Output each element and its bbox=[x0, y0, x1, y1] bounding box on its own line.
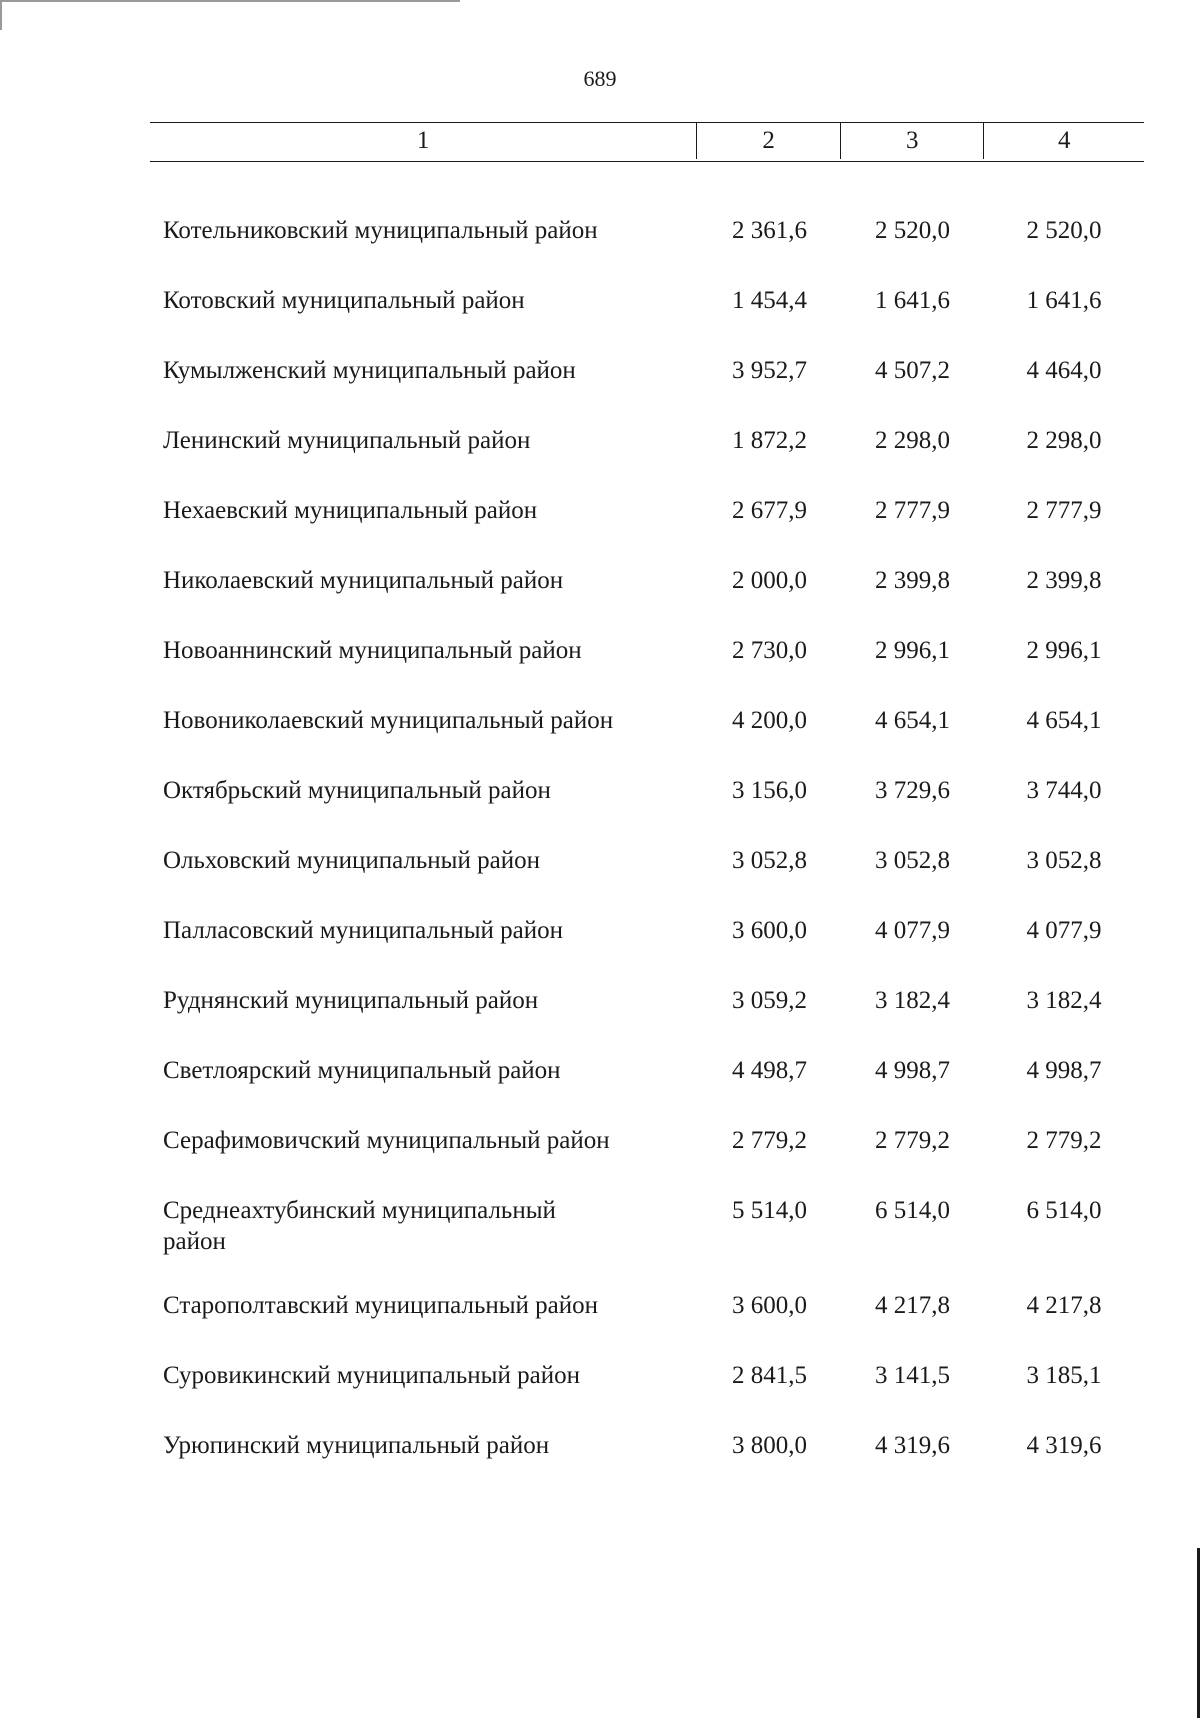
district-name: Среднеахтубинский муниципальный район bbox=[163, 1197, 556, 1255]
table-row bbox=[150, 635, 1144, 666]
district-name: Кумылженский муниципальный район bbox=[163, 357, 576, 384]
value-col-3: 4 217,8 bbox=[875, 1292, 950, 1319]
value-col-2: 4 498,7 bbox=[732, 1057, 807, 1084]
district-name: Новониколаевский муниципальный район bbox=[163, 707, 614, 734]
district-name: Ленинский муниципальный район bbox=[163, 427, 531, 454]
district-name: Новоаннинский муниципальный район bbox=[163, 637, 582, 664]
value-col-2: 3 600,0 bbox=[732, 917, 807, 944]
district-name: Котовский муниципальный район bbox=[163, 287, 525, 314]
table-row bbox=[150, 1430, 1144, 1461]
district-name: Палласовский муниципальный район bbox=[163, 917, 563, 944]
value-col-4: 3 185,1 bbox=[1026, 1362, 1102, 1389]
value-col-3: 2 777,9 bbox=[875, 497, 950, 524]
value-col-2: 3 059,2 bbox=[732, 987, 807, 1014]
table-row bbox=[150, 845, 1144, 876]
value-col-3: 4 507,2 bbox=[875, 357, 950, 384]
value-col-4: 2 779,2 bbox=[1026, 1127, 1102, 1154]
value-col-4: 2 777,9 bbox=[1026, 497, 1102, 524]
district-name: Октябрьский муниципальный район bbox=[163, 777, 551, 804]
header-col-1: 1 bbox=[416, 127, 430, 154]
table-row bbox=[150, 565, 1144, 596]
value-col-4: 4 998,7 bbox=[1026, 1057, 1102, 1084]
district-name: Николаевский муниципальный район bbox=[163, 567, 564, 594]
district-name: Серафимовичский муниципальный район bbox=[163, 1127, 610, 1154]
value-col-2: 4 200,0 bbox=[732, 707, 807, 734]
value-col-2: 3 156,0 bbox=[732, 777, 807, 804]
value-col-4: 6 514,0 bbox=[1026, 1197, 1102, 1224]
value-col-4: 3 744,0 bbox=[1026, 777, 1102, 804]
table-row bbox=[150, 425, 1144, 456]
value-col-2: 3 952,7 bbox=[732, 357, 807, 384]
value-col-4: 2 520,0 bbox=[1026, 217, 1102, 244]
value-col-3: 2 399,8 bbox=[875, 567, 950, 594]
value-col-4: 2 996,1 bbox=[1026, 637, 1102, 664]
header-col-4: 4 bbox=[983, 123, 1144, 159]
value-col-2: 3 052,8 bbox=[732, 847, 807, 874]
value-col-3: 2 996,1 bbox=[875, 637, 950, 664]
value-col-2: 2 677,9 bbox=[732, 497, 807, 524]
scan-edge-top bbox=[0, 0, 460, 2]
table-row bbox=[150, 1055, 1144, 1086]
value-col-3: 3 729,6 bbox=[875, 777, 950, 804]
district-name: Нехаевский муниципальный район bbox=[163, 497, 538, 524]
value-col-2: 1 872,2 bbox=[732, 427, 807, 454]
district-name: Урюпинский муниципальный район bbox=[163, 1432, 550, 1459]
value-col-2: 3 800,0 bbox=[732, 1432, 807, 1459]
table-row bbox=[150, 285, 1144, 316]
value-col-4: 1 641,6 bbox=[1026, 287, 1102, 314]
value-col-4: 4 217,8 bbox=[1026, 1292, 1102, 1319]
value-col-3: 2 298,0 bbox=[875, 427, 950, 454]
data-table bbox=[150, 122, 1144, 1459]
value-col-4: 2 298,0 bbox=[1026, 427, 1102, 454]
table-row bbox=[150, 355, 1144, 386]
table-header-row bbox=[150, 122, 1144, 162]
table-row bbox=[150, 775, 1144, 806]
value-col-4: 4 464,0 bbox=[1026, 357, 1102, 384]
value-col-2: 5 514,0 bbox=[732, 1197, 807, 1224]
header-col-2: 2 bbox=[696, 123, 840, 159]
table-row bbox=[150, 1290, 1144, 1321]
table-row bbox=[150, 1195, 1144, 1257]
table-row bbox=[150, 705, 1144, 736]
value-col-3: 3 052,8 bbox=[875, 847, 950, 874]
value-col-4: 4 319,6 bbox=[1026, 1432, 1102, 1459]
value-col-2: 3 600,0 bbox=[732, 1292, 807, 1319]
table-row bbox=[150, 215, 1144, 246]
value-col-2: 2 730,0 bbox=[732, 637, 807, 664]
table-row bbox=[150, 915, 1144, 946]
value-col-3: 2 779,2 bbox=[875, 1127, 950, 1154]
value-col-4: 3 182,4 bbox=[1026, 987, 1102, 1014]
table-row bbox=[150, 1125, 1144, 1156]
header-col-3: 3 bbox=[840, 123, 984, 159]
value-col-3: 4 654,1 bbox=[875, 707, 950, 734]
value-col-2: 2 841,5 bbox=[732, 1362, 807, 1389]
district-name: Ольховский муниципальный район bbox=[163, 847, 540, 874]
value-col-4: 4 654,1 bbox=[1026, 707, 1102, 734]
district-name: Светлоярский муниципальный район bbox=[163, 1057, 561, 1084]
value-col-2: 2 361,6 bbox=[732, 217, 807, 244]
value-col-2: 1 454,4 bbox=[732, 287, 807, 314]
value-col-3: 2 520,0 bbox=[875, 217, 950, 244]
table-row bbox=[150, 495, 1144, 526]
district-name: Старополтавский муниципальный район bbox=[163, 1292, 598, 1319]
table-row bbox=[150, 1360, 1144, 1391]
value-col-3: 1 641,6 bbox=[875, 287, 950, 314]
value-col-3: 4 077,9 bbox=[875, 917, 950, 944]
district-name: Котельниковский муниципальный район bbox=[163, 217, 598, 244]
value-col-3: 3 182,4 bbox=[875, 987, 950, 1014]
value-col-4: 4 077,9 bbox=[1026, 917, 1102, 944]
value-col-2: 2 000,0 bbox=[732, 567, 807, 594]
page-number: 689 bbox=[583, 66, 617, 91]
table-row bbox=[150, 985, 1144, 1016]
value-col-4: 2 399,8 bbox=[1026, 567, 1102, 594]
scan-edge-left bbox=[0, 0, 2, 30]
value-col-4: 3 052,8 bbox=[1026, 847, 1102, 874]
district-name: Руднянский муниципальный район bbox=[163, 987, 539, 1014]
district-name: Суровикинский муниципальный район bbox=[163, 1362, 580, 1389]
value-col-3: 3 141,5 bbox=[875, 1362, 950, 1389]
value-col-3: 6 514,0 bbox=[875, 1197, 950, 1224]
value-col-2: 2 779,2 bbox=[732, 1127, 807, 1154]
value-col-3: 4 319,6 bbox=[875, 1432, 950, 1459]
value-col-3: 4 998,7 bbox=[875, 1057, 950, 1084]
